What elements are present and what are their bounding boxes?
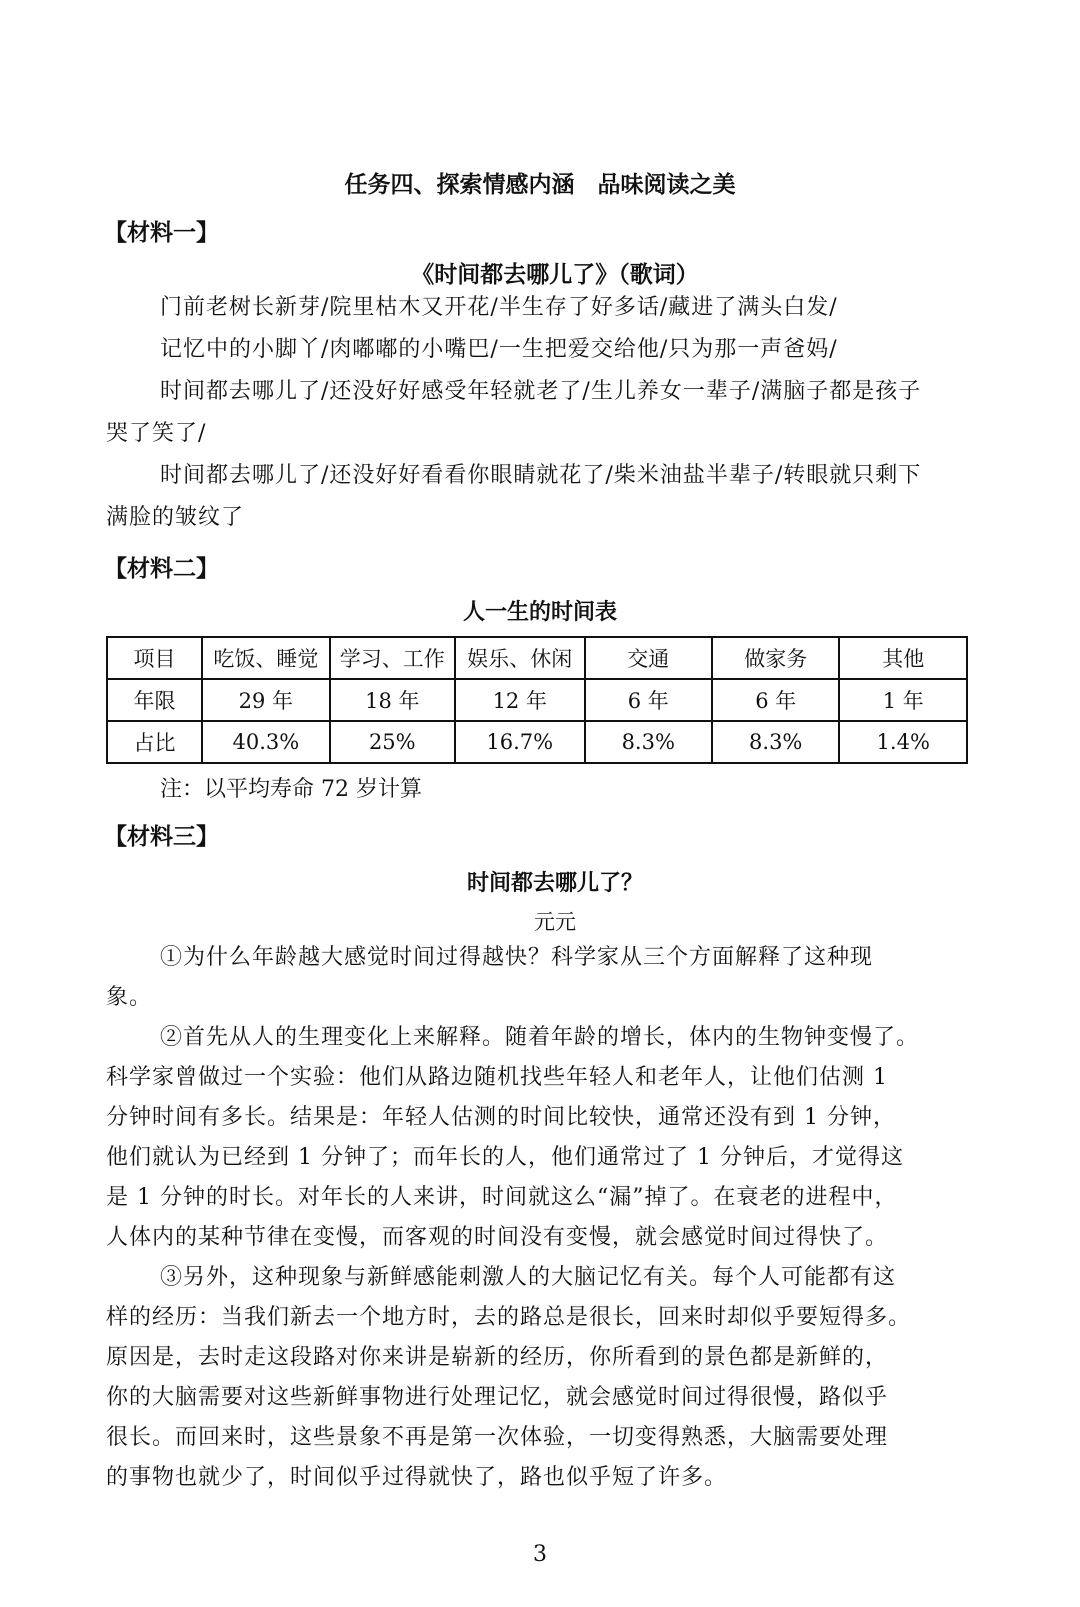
table-header-cell: 项目 [107,637,202,679]
article-line: 你的大脑需要对这些新鲜事物进行处理记忆，就会感觉时间过得很慢，路似乎 [106,1385,889,1410]
lyric-line: 满脸的皱纹了 [106,505,245,530]
table-row [107,721,967,763]
table-cell: 40.3% [202,721,329,763]
table-header-cell: 其他 [839,637,967,679]
article-line: ③另外，这种现象与新鲜感能刺激人的大脑记忆有关。每个人可能都有这 [160,1265,897,1290]
article-line: 他们就认为已经到 1 分钟了；而年长的人，他们通常过了 1 分钟后，才觉得这 [106,1145,904,1170]
lyric-line: 记忆中的小脚丫/肉嘟嘟的小嘴巴/一生把爱交给他/只为那一声爸妈/ [160,337,838,362]
table-row [107,679,967,721]
time-table [106,636,968,764]
article-line: 科学家曾做过一个实验：他们从路边随机找些年轻人和老年人，让他们估测 1 [106,1065,888,1090]
lyric-line: 时间都去哪儿了/还没好好感受年轻就老了/生儿养女一辈子/满脑子都是孩子 [160,379,922,404]
table-header-cell: 学习、工作 [330,637,455,679]
table-cell: 年限 [107,679,202,721]
material1-label: 【材料一】 [104,220,219,246]
table-cell: 18 年 [330,679,455,721]
table-cell: 8.3% [712,721,839,763]
material3-label: 【材料三】 [104,824,219,850]
table-cell: 1.4% [839,721,967,763]
table-cell: 1 年 [839,679,967,721]
article-title: 时间都去哪儿了？ [466,871,643,896]
table-header-cell: 交通 [585,637,712,679]
article-line: ①为什么年龄越大感觉时间过得越快？科学家从三个方面解释了这种现 [160,945,874,970]
lyric-line: 时间都去哪儿了/还没好好看看你眼睛就花了/柴米油盐半辈子/转眼就只剩下 [160,463,922,488]
article-line: 原因是，去时走这段路对你来讲是崭新的经历，你所看到的景色都是新鲜的， [106,1345,889,1370]
table-cell: 25% [330,721,455,763]
table-header-cell: 吃饭、睡觉 [202,637,329,679]
table-cell: 12 年 [455,679,585,721]
table-header-cell: 娱乐、休闲 [455,637,585,679]
task-title: 任务四、探索情感内涵 品味阅读之美 [344,172,736,198]
article-line: 人体内的某种节律在变慢，而客观的时间没有变慢，就会感觉时间过得快了。 [106,1225,889,1250]
article-line: ②首先从人的生理变化上来解释。随着年龄的增长，体内的生物钟变慢了。 [160,1025,920,1050]
table-cell: 6 年 [585,679,712,721]
lyric-line: 哭了笑了/ [106,421,207,446]
table-cell: 8.3% [585,721,712,763]
article-line: 的事物也就少了，时间似乎过得就快了，路也似乎短了许多。 [106,1465,728,1490]
article-line: 是 1 分钟的时长。对年长的人来讲，时间就这么“漏”掉了。在衰老的进程中， [106,1185,898,1210]
table-header-cell: 做家务 [712,637,839,679]
material2-label: 【材料二】 [104,556,219,582]
table-cell: 6 年 [712,679,839,721]
table-cell: 29 年 [202,679,329,721]
table-header-row [107,637,967,679]
article-line: 分钟时间有多长。结果是：年轻人估测的时间比较快，通常还没有到 1 分钟， [106,1105,896,1130]
lyric-title: 《时间都去哪儿了》（歌词） [411,262,699,288]
table-cell: 16.7% [455,721,585,763]
article-line: 样的经历：当我们新去一个地方时，去的路总是很长，回来时却似乎要短得多。 [106,1305,912,1330]
table-cell: 占比 [107,721,202,763]
page-number: 3 [533,1542,547,1567]
lyric-line: 门前老树长新芽/院里枯木又开花/半生存了好多话/藏进了满头白发/ [160,295,838,320]
article-line: 很长。而回来时，这些景象不再是第一次体验，一切变得熟悉，大脑需要处理 [106,1425,889,1450]
article-line: 象。 [106,985,153,1010]
table-note: 注：以平均寿命 72 岁计算 [160,777,422,802]
article-author: 元元 [534,910,576,934]
table-title: 人一生的时间表 [462,600,617,625]
